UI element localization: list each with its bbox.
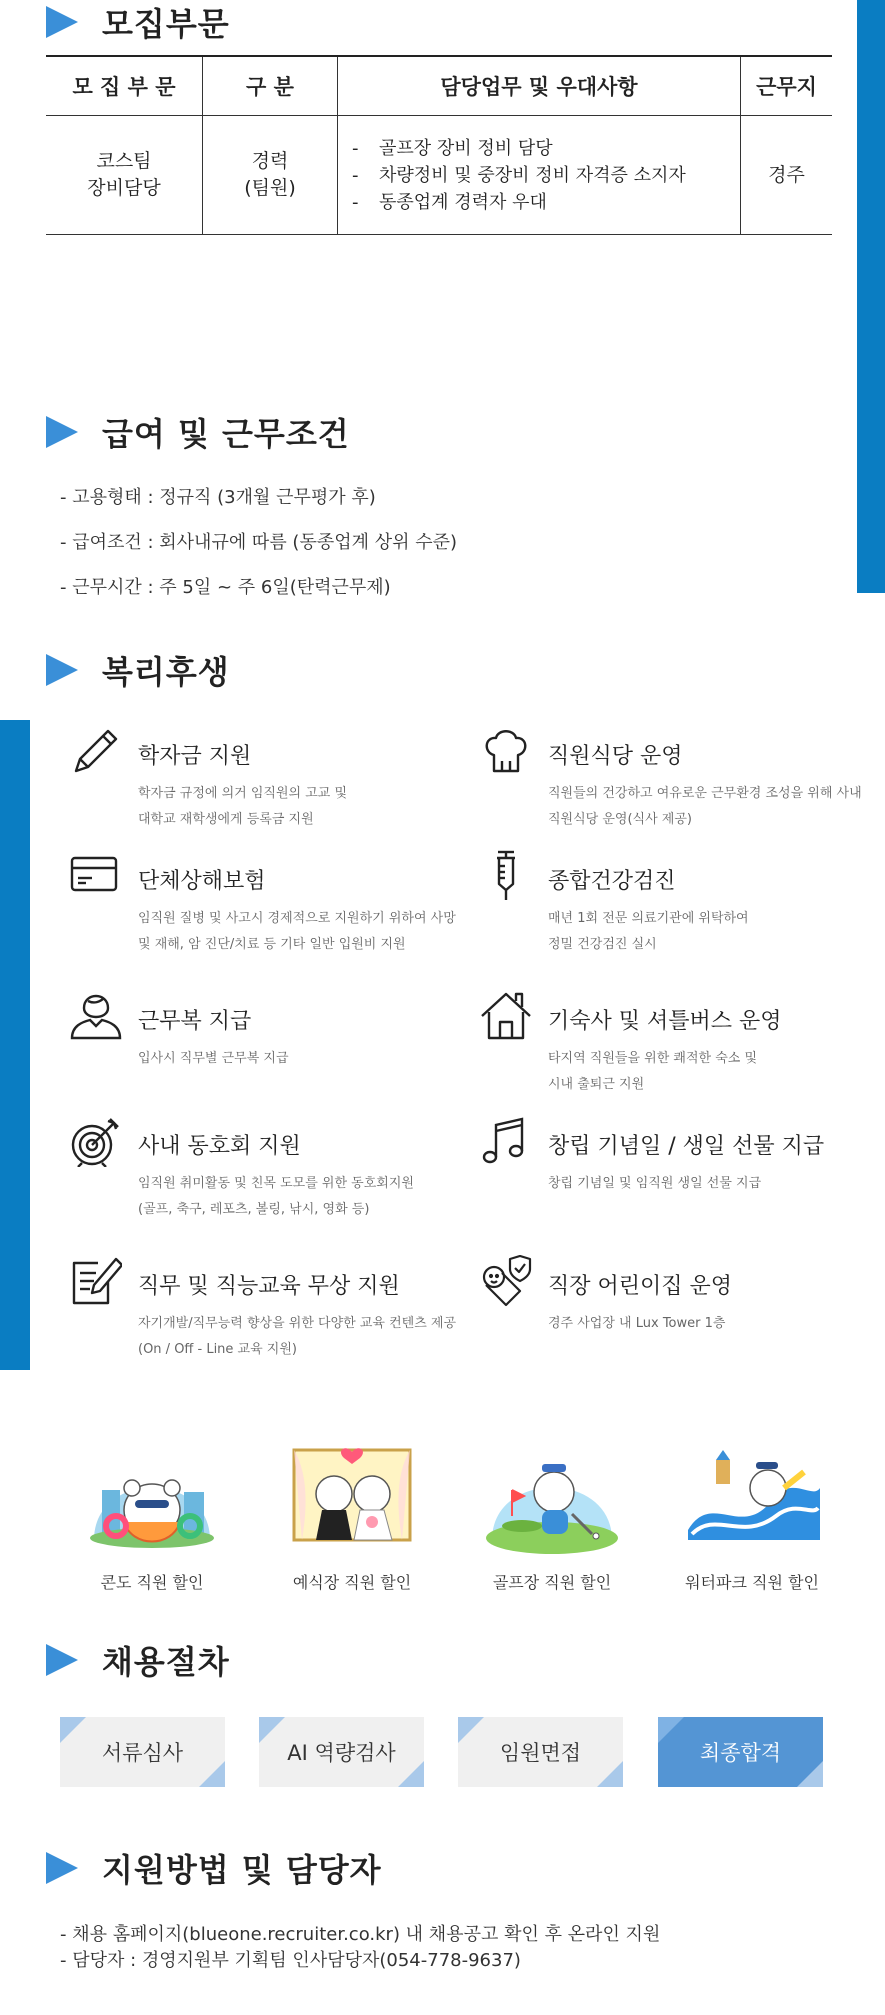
condition-employment: - 고용형태 : 정규직 (3개월 근무평가 후) <box>60 487 376 508</box>
target-icon <box>70 1115 122 1167</box>
welfare-item-health-check: 종합건강검진 매년 1회 전문 의료기관에 위탁하여 정밀 건강검진 실시 <box>480 850 860 960</box>
triangle-bullet-icon <box>46 1852 78 1884</box>
welfare-item-uniform: 근무복 지급 입사시 직무별 근무복 지급 <box>70 990 450 1100</box>
duties-cell: - 골프장 장비 정비 담당 - 차량정비 및 중장비 정비 자격증 소지자 - 동종업계 경력자 우대 <box>338 116 741 235</box>
baby-shield-icon <box>480 1255 532 1307</box>
golf-mascot-image <box>472 1430 632 1560</box>
step-executive-interview: 임원면접 <box>458 1717 623 1787</box>
section-salary-title: 급여 및 근무조건 <box>46 412 350 452</box>
welfare-item-dormitory: 기숙사 및 셔틀버스 운영 타지역 직원들을 위한 쾌적한 숙소 및 시내 출퇴근 지원 <box>480 990 860 1100</box>
welfare-item-tuition: 학자금 지원 학자금 규정에 의거 임직원의 고교 및 대학교 재학생에게 등록금 지원 <box>70 725 450 835</box>
table-header-row <box>46 56 832 116</box>
table-header: 근무지 <box>741 56 833 116</box>
music-note-icon <box>480 1115 532 1167</box>
condition-hours: - 근무시간 : 주 5일 ~ 주 6일(탄력근무제) <box>60 577 391 598</box>
person-icon <box>70 990 122 1042</box>
section-welfare-title: 복리후생 <box>46 650 230 690</box>
table-header: 담당업무 및 우대사항 <box>338 56 741 116</box>
triangle-bullet-icon <box>46 6 78 38</box>
step-final-pass: 최종합격 <box>658 1717 823 1787</box>
condition-salary: - 급여조건 : 회사내규에 따름 (동종업계 상위 수준) <box>60 532 458 553</box>
welfare-item-insurance: 단체상해보험 임직원 질병 및 사고시 경제적으로 지원하기 위하여 사망 및 재해, 암 진단/치료 등 기타 일반 입원비 지원 <box>70 850 450 960</box>
chef-hat-icon <box>480 725 532 777</box>
dept-cell: 코스팀 장비담당 <box>46 116 203 235</box>
discount-wedding: 예식장 직원 할인 <box>272 1430 432 1600</box>
triangle-bullet-icon <box>46 654 78 686</box>
section-apply-title: 지원방법 및 담당자 <box>46 1848 382 1888</box>
table-row <box>46 116 832 235</box>
discount-condo: 콘도 직원 할인 <box>72 1430 232 1600</box>
waterpark-mascot-image <box>672 1430 832 1560</box>
house-icon <box>480 990 532 1042</box>
card-icon <box>70 850 122 902</box>
welfare-item-daycare: 직장 어린이집 운영 경주 사업장 내 Lux Tower 1층 <box>480 1255 860 1365</box>
step-document-review: 서류심사 <box>60 1717 225 1787</box>
welfare-item-club: 사내 동호회 지원 임직원 취미활동 및 친목 도모를 위한 동호회지원 (골프, 축구, 레포츠, 볼링, 낚시, 영화 등) <box>70 1115 450 1225</box>
discount-waterpark: 워터파크 직원 할인 <box>672 1430 832 1600</box>
welfare-item-cafeteria: 직원식당 운영 직원들의 건강하고 여유로운 근무환경 조성을 위해 사내 직원식당 운영(식사 제공) <box>480 725 860 835</box>
triangle-bullet-icon <box>46 416 78 448</box>
pencil-icon <box>70 725 122 777</box>
step-ai-test: AI 역량검사 <box>259 1717 424 1787</box>
section-process-title: 채용절차 <box>46 1640 230 1680</box>
type-cell: 경력 (팀원) <box>203 116 338 235</box>
left-accent-bar <box>0 720 30 1370</box>
apply-contact: - 담당자 : 경영지원부 기획팀 인사담당자(054-778-9637) <box>60 1950 521 1971</box>
triangle-bullet-icon <box>46 1644 78 1676</box>
condo-mascot-image <box>72 1430 232 1560</box>
welfare-item-gift: 창립 기념일 / 생일 선물 지급 창립 기념일 및 임직원 생일 선물 지급 <box>480 1115 860 1225</box>
wedding-mascot-image <box>272 1430 432 1560</box>
table-header: 모 집 부 문 <box>46 56 203 116</box>
welfare-item-education: 직무 및 직능교육 무상 지원 자기개발/직무능력 향상을 위한 다양한 교육 컨텐츠 제공 (On / Off - Line 교육 지원) <box>70 1255 450 1365</box>
discount-golf: 골프장 직원 할인 <box>472 1430 632 1600</box>
recruit-table <box>46 55 832 235</box>
syringe-icon <box>480 850 532 902</box>
edit-document-icon <box>70 1255 122 1307</box>
table-header: 구 분 <box>203 56 338 116</box>
section-recruit-title: 모집부문 <box>46 2 230 42</box>
location-cell: 경주 <box>741 116 833 235</box>
right-accent-bar <box>857 0 885 593</box>
apply-method: - 채용 홈페이지(blueone.recruiter.co.kr) 내 채용공고 확인 후 온라인 지원 <box>60 1924 661 1945</box>
